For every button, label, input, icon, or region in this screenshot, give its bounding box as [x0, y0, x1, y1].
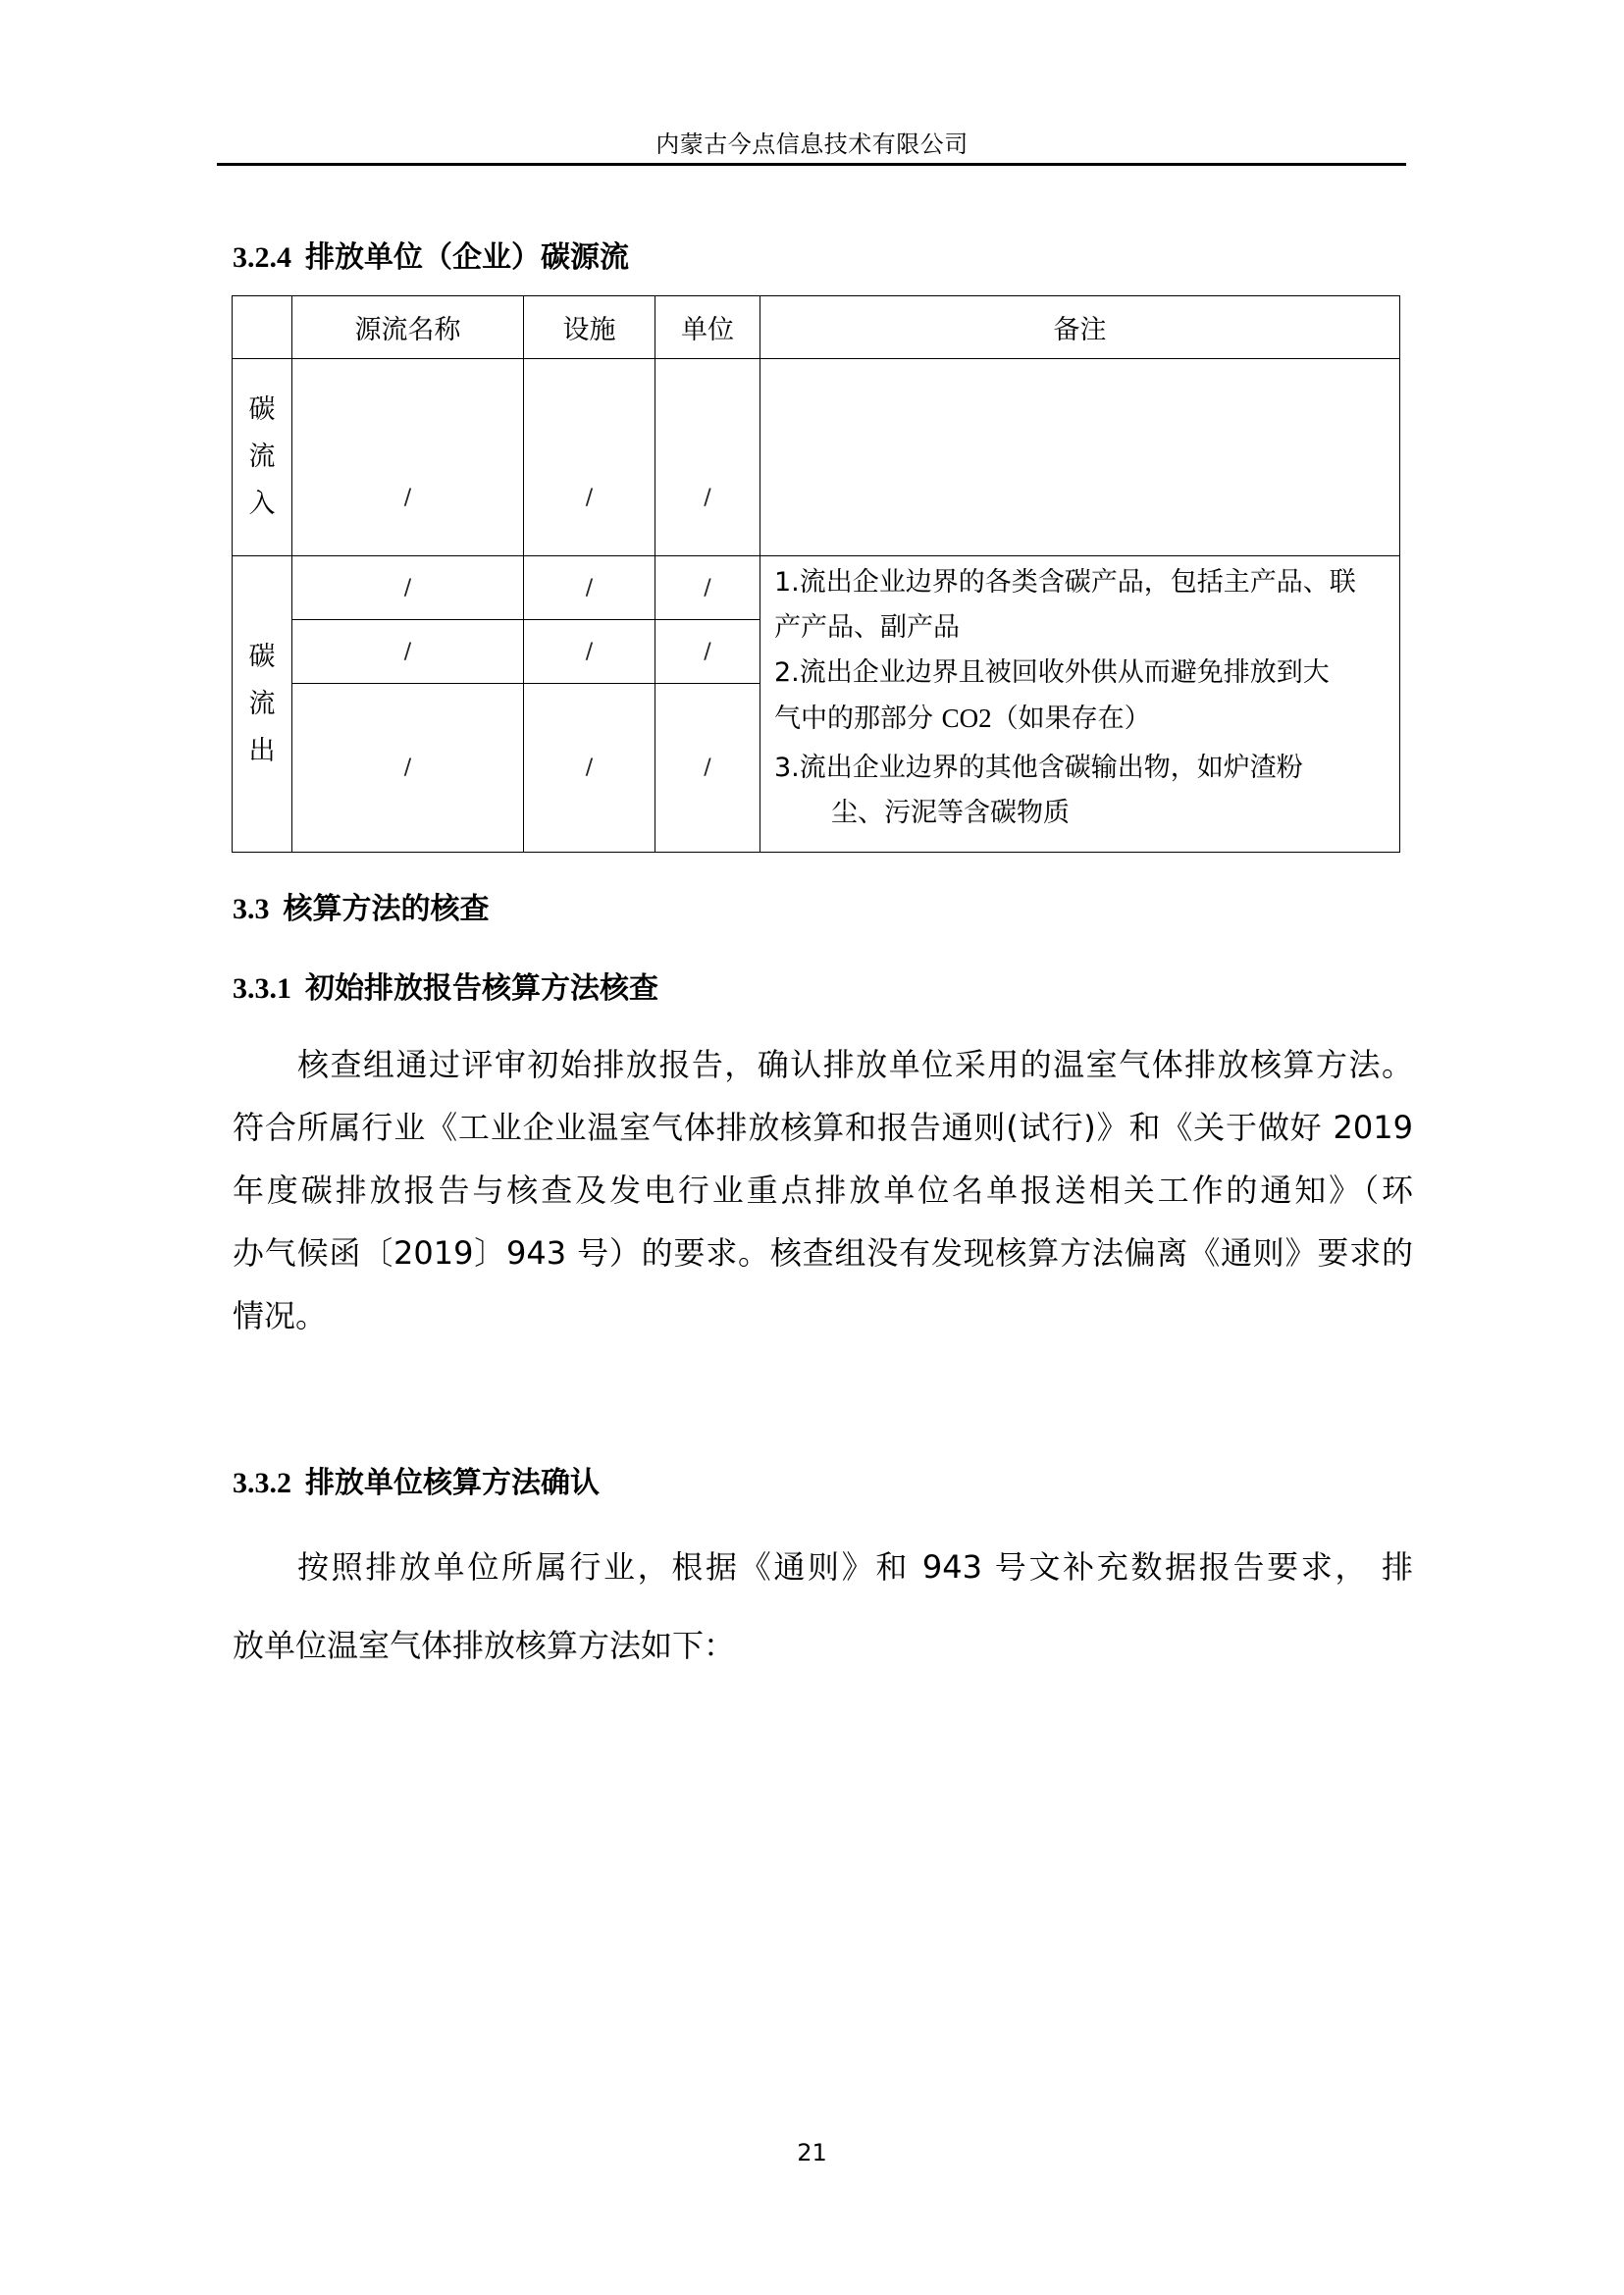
carbon-in-remark: [760, 359, 1400, 556]
table-row-carbon-in: [233, 359, 1400, 556]
paragraph-line: 情况。: [233, 1297, 328, 1334]
paragraph-line: 符合所属行业《工业企业温室气体排放核算和报告通则(试行)》和《关于做好 2019: [233, 1109, 1413, 1146]
heading-number: 3.3.1: [233, 972, 291, 1005]
paragraph-line: 办气候函〔2019〕943 号）的要求。核查组没有发现核算方法偏离《通则》要求的: [233, 1234, 1413, 1272]
page-number: 21: [797, 2139, 827, 2166]
paragraph-3-3-2: [233, 1536, 1413, 1677]
header-cell-source-name: 源流名称: [292, 296, 524, 359]
label-char: 流: [248, 688, 276, 719]
remark-text: 气中的那部分: [774, 704, 942, 734]
header-cell-remarks: 备注: [760, 296, 1400, 359]
heading-title: 排放单位核算方法确认: [305, 1466, 600, 1500]
header-cell-unit: 单位: [655, 296, 760, 359]
heading-3-2-4: [233, 238, 629, 278]
carbon-out-name: /: [292, 620, 524, 684]
label-char: 流: [248, 442, 276, 472]
remark-line: [774, 696, 1389, 742]
label-char: 碳: [248, 641, 276, 672]
carbon-out-unit: /: [655, 620, 760, 684]
co2-text: CO2: [941, 704, 992, 733]
carbon-in-name: /: [292, 359, 524, 556]
label-char: 碳: [248, 394, 276, 425]
paragraph-line: 核查组通过评审初始排放报告，确认排放单位采用的温室气体排放核算方法。: [297, 1046, 1413, 1083]
remark-text: （如果存在）: [991, 704, 1151, 734]
table-header-row: [233, 296, 1400, 359]
heading-title: 排放单位（企业）碳源流: [305, 240, 629, 275]
heading-3-3-1: [233, 969, 658, 1009]
remark-line: 3.流出企业边界的其他含碳输出物，如炉渣粉: [774, 753, 1303, 783]
label-char: 出: [248, 735, 276, 766]
remark-line: 尘、污泥等含碳物质: [831, 798, 1070, 828]
carbon-out-facility: /: [524, 556, 655, 620]
carbon-out-unit: /: [655, 556, 760, 620]
remark-line: 1.流出企业边界的各类含碳产品，包括主产品、联: [774, 567, 1356, 598]
carbon-in-facility: /: [524, 359, 655, 556]
paragraph-line: 年度碳排放报告与核查及发电行业重点排放单位名单报送相关工作的通知》（环: [233, 1172, 1413, 1209]
carbon-out-name: /: [292, 556, 524, 620]
table-row-carbon-out: [233, 556, 1400, 620]
carbon-out-name: /: [292, 684, 524, 853]
running-header: 内蒙古今点信息技术有限公司: [655, 130, 969, 158]
heading-title: 初始排放报告核算方法核查: [305, 971, 658, 1006]
heading-3-3-2: [233, 1464, 600, 1503]
paragraph-line: 放单位温室气体排放核算方法如下：: [233, 1627, 736, 1664]
label-char: 入: [248, 489, 276, 519]
heading-number: 3.3: [233, 893, 270, 925]
remark-line: 2.流出企业边界且被回收外供从而避免排放到大: [774, 657, 1330, 688]
header-rule: [217, 163, 1406, 166]
carbon-out-remarks: [760, 556, 1400, 853]
heading-number: 3.3.2: [233, 1467, 291, 1499]
header-cell-facility: 设施: [524, 296, 655, 359]
paragraph-line: 按照排放单位所属行业，根据《通则》和 943 号文补充数据报告要求， 排: [297, 1548, 1413, 1586]
carbon-out-facility: /: [524, 684, 655, 853]
carbon-out-label: [233, 556, 292, 853]
carbon-in-label: [233, 359, 292, 556]
header-cell-blank: [233, 296, 292, 359]
carbon-source-flow-table: [232, 295, 1400, 853]
heading-3-3: [233, 890, 490, 929]
paragraph-3-3-1: [233, 1033, 1413, 1347]
remark-line: 产产品、副产品: [774, 612, 960, 643]
heading-title: 核算方法的核查: [283, 892, 490, 926]
heading-number: 3.2.4: [233, 241, 291, 274]
carbon-out-facility: /: [524, 620, 655, 684]
carbon-in-unit: /: [655, 359, 760, 556]
carbon-out-unit: /: [655, 684, 760, 853]
